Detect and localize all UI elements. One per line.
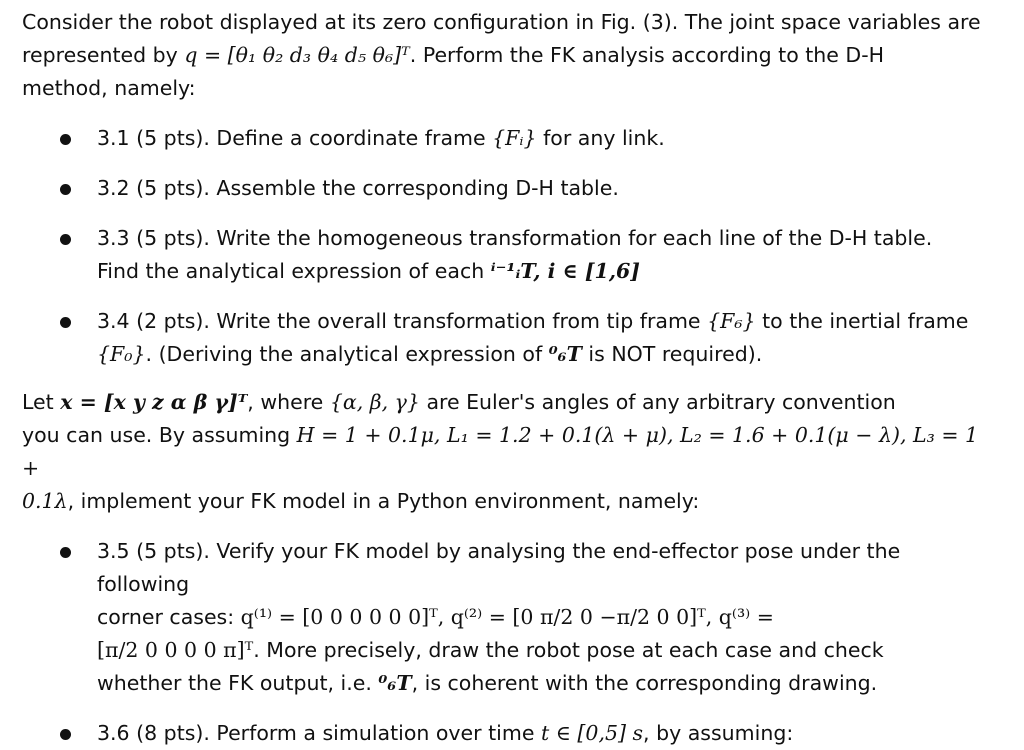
list-item: [22, 717, 994, 750]
list-item: [22, 305, 994, 371]
corner-cases-1: q⁽¹⁾ = [0 0 0 0 0 0]ᵀ, q⁽²⁾ = [0 π/2 0 −π/2 0 0]ᵀ, q⁽³⁾ =: [240, 605, 774, 629]
para2-line-2-prefix: you can use. By assuming: [22, 423, 297, 447]
task-list-2: [22, 535, 994, 750]
task-line-4-suffix: , is coherent with the corresponding drawing.: [411, 671, 878, 695]
pose-vector: x = [x y z α β γ]ᵀ: [60, 390, 248, 414]
task-line-3-suffix: . More precisely, draw the robot pose at each case and check: [253, 638, 884, 662]
para2-suffix: are Euler's angles of any arbitrary convention: [419, 390, 896, 414]
intro-paragraph: [22, 6, 994, 105]
intro-line-2-suffix: . Perform the FK analysis according to the D-H: [409, 43, 885, 67]
task-math: {F₆}: [707, 309, 756, 333]
list-item: [22, 535, 994, 700]
bullet-icon: [60, 134, 71, 145]
bullet-icon: [60, 729, 71, 740]
list-item: [22, 222, 994, 288]
task-label: 3.3 (5 pts). Write the homogeneous transformation for each line of the D-H table.: [97, 226, 933, 250]
time-range: t ∈ [0,5] s: [540, 721, 644, 745]
task-line-1-suffix: , by assuming:: [643, 721, 794, 745]
task-line-4-math: ⁰₆T: [378, 671, 412, 695]
task-line-2-prefix: corner cases:: [97, 605, 241, 629]
intro-line-3: method, namely:: [22, 76, 196, 100]
task-math: ⁱ⁻¹ᵢT, i ∈ [1,6]: [490, 259, 640, 283]
task-label: 3.2 (5 pts). Assemble the corresponding D-H table.: [97, 176, 619, 200]
corner-cases-2: [π/2 0 0 0 0 π]ᵀ: [97, 638, 254, 662]
para2-line-3-math: 0.1λ: [22, 489, 68, 513]
python-paragraph: [22, 386, 994, 518]
intro-line-2-prefix: represented by: [22, 43, 185, 67]
task-tail: to the inertial frame: [755, 309, 969, 333]
task-line-2-tail: is NOT required).: [581, 342, 763, 366]
bullet-icon: [60, 234, 71, 245]
task-tail: for any link.: [536, 126, 665, 150]
para2-prefix: Let: [22, 390, 61, 414]
intro-line-1: Consider the robot displayed at its zero configuration in Fig. (3). The joint space variables are: [22, 10, 981, 34]
para2-line-3-suffix: , implement your FK model in a Python environment, namely:: [67, 489, 700, 513]
task-label: 3.4 (2 pts). Write the overall transformation from tip frame: [97, 309, 708, 333]
joint-vector: q = [θ₁ θ₂ d₃ θ₄ d₅ θ₆]ᵀ: [184, 43, 410, 67]
task-list-1: [22, 122, 994, 371]
task-math: {Fᵢ}: [492, 126, 537, 150]
task-line-2: Find the analytical expression of each: [97, 259, 491, 283]
task-line-2: . (Deriving the analytical expression of: [145, 342, 549, 366]
link-parameters: H = 1 + 0.1μ, L₁ = 1.2 + 0.1(λ + μ), L₂ = 1.6 + 0.1(μ − λ), L₃ = 1 +: [22, 423, 979, 480]
bullet-icon: [60, 184, 71, 195]
euler-angles: {α, β, γ}: [329, 390, 420, 414]
list-item: [22, 122, 994, 155]
task-line-1-prefix: 3.6 (8 pts). Perform a simulation over time: [97, 721, 541, 745]
task-line-1: 3.5 (5 pts). Verify your FK model by analysing the end-effector pose under the following: [97, 539, 901, 596]
bullet-icon: [60, 317, 71, 328]
list-item: [22, 172, 994, 205]
para2-mid: , where: [247, 390, 330, 414]
task-label: 3.1 (5 pts). Define a coordinate frame: [97, 126, 493, 150]
task-line-2-math: {F₀}: [97, 342, 146, 366]
task-line-2-math-2: ⁰₆T: [548, 342, 582, 366]
task-line-4-prefix: whether the FK output, i.e.: [97, 671, 379, 695]
bullet-icon: [60, 547, 71, 558]
